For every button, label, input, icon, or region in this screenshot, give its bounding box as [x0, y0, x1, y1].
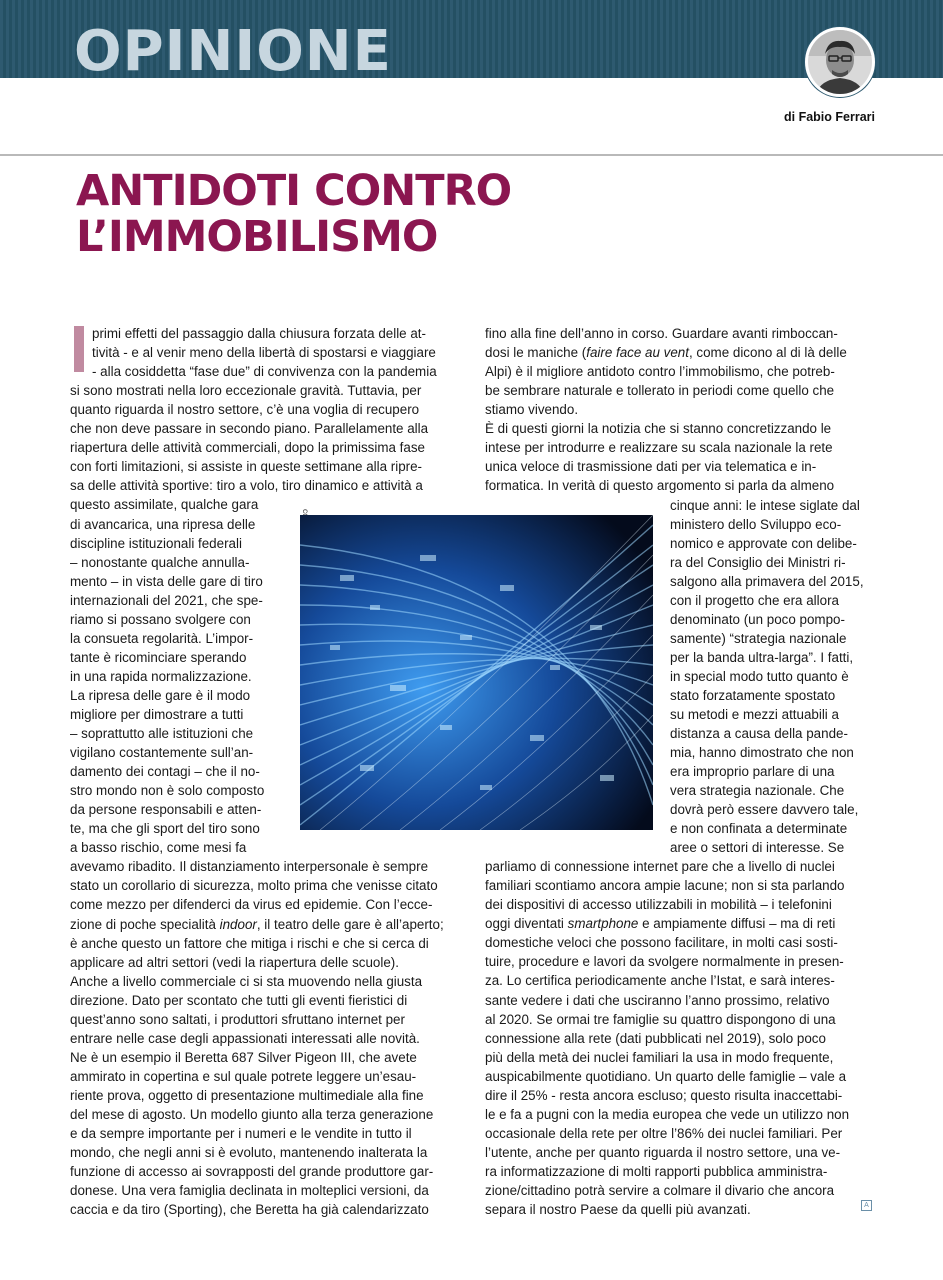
text-line: ra del Consiglio dei Ministri ri-	[670, 554, 846, 570]
text-line: La ripresa delle gare è il modo	[70, 687, 251, 703]
text-line: in una rapida normalizzazione.	[70, 668, 252, 684]
text-line: damento dei contagi – che il no-	[70, 764, 260, 780]
column-2	[485, 324, 847, 495]
text-line: ra informatizzazione di molti rapporti pubblica amministra-	[485, 1163, 828, 1179]
text-line: dovrà però essere davvero tale,	[670, 802, 859, 818]
text-line: samente) “strategia nazionale	[670, 630, 847, 646]
text-line: domestiche veloci che possono facilitare, in molti casi sosti-	[485, 935, 838, 951]
text-line: su metodi e mezzi attuabili a	[670, 707, 839, 723]
text-line: zione/cittadino potrà servire a colmare il divario che ancora	[485, 1182, 835, 1198]
article-headline	[76, 168, 876, 260]
text-run-italic: indoor	[219, 916, 257, 932]
text-line: te, ma che gli sport del tiro sono	[70, 821, 260, 837]
text-run: e ampiamente diffusi – ma di reti	[638, 916, 836, 932]
text-line: cinque anni: le intese siglate dal	[670, 497, 860, 513]
text-line: a basso rischio, come mesi fa	[70, 840, 247, 856]
text-line: tuire, procedure e lavori da svolgere normalmente in presen-	[485, 954, 844, 970]
author-avatar	[805, 27, 875, 97]
text-line: za. Lo certifica periodicamente anche l’Istat, e sarà interes-	[485, 973, 835, 989]
text-line: donese. Una vera famiglia declinata in molteplici versioni, da	[70, 1183, 429, 1199]
text-line: vera strategia nazionale. Che	[670, 783, 845, 799]
end-of-article-mark: A	[861, 1200, 872, 1211]
text-line: fino alla fine dell’anno in corso. Guardare avanti rimboccan-	[485, 326, 838, 341]
text-line: si sono mostrati nella loro eccezionale gravità. Tuttavia, per	[70, 383, 422, 399]
text-line	[485, 343, 847, 362]
text-line: – soprattutto alle istituzioni che	[70, 726, 254, 742]
text-line: e da sempre importante per i numeri e le vendite in tutto il	[70, 1126, 412, 1142]
text-line: be sembrare naturale e tollerato in periodi come quello che	[485, 383, 835, 399]
text-line	[485, 914, 849, 933]
text-line: unica veloce di trasmissione dati per via telematica e in-	[485, 459, 817, 475]
text-line: salgono alla primavera del 2015,	[670, 573, 864, 589]
text-run-italic: smartphone	[567, 916, 639, 932]
text-line: del mese di agosto. Un modello giunto alla terza generazione	[70, 1106, 434, 1122]
text-line: più della metà dei nuclei familiari la usa in modo frequente,	[485, 1049, 834, 1065]
text-line: la consueta regolarità. L’impor-	[70, 630, 254, 646]
text-line: con forti limitazioni, si assiste in queste settimane alla ripre-	[70, 459, 423, 475]
text-line: quest’anno sono saltati, i produttori sfruttano internet per	[70, 1011, 405, 1027]
text-line: e non confinata a determinate	[670, 821, 848, 837]
text-line: da persone responsabili e atten-	[70, 802, 262, 818]
drop-cap-marker	[74, 326, 84, 372]
text-line: sa delle attività sportive: tiro a volo, tiro dinamico e attività a	[70, 478, 423, 494]
text-line: primi effetti del passaggio dalla chiusura forzata delle at-	[92, 326, 426, 341]
text-run: , il teatro delle gare è all’aperto;	[256, 916, 444, 932]
text-line: vigilano costantemente sull’an-	[70, 745, 254, 761]
author-byline: di Fabio Ferrari	[784, 110, 875, 124]
text-line: riamo si possano svolgere con	[70, 611, 251, 627]
headline-line-2: L’IMMOBILISMO	[76, 212, 438, 262]
text-line: riapertura delle attività commerciali, dopo la primissima fase	[70, 440, 425, 456]
text-line: aree o settori di interesse. Se	[670, 840, 845, 856]
text-line: stato forzatamente spostato	[670, 687, 836, 703]
text-line: dire il 25% - resta ancora escluso; questo risulta inaccettabi-	[485, 1087, 843, 1103]
text-line: ministero dello Sviluppo eco-	[670, 516, 842, 532]
text-line: ammirato in copertina e sul quale potrete leggere un’esau-	[70, 1068, 417, 1084]
headline-line-1: ANTIDOTI CONTRO	[76, 166, 512, 216]
text-line: stiamo vivendo.	[485, 402, 579, 418]
text-run: zione di poche specialità	[70, 916, 220, 932]
text-run: dosi le maniche (	[485, 345, 587, 361]
header-divider	[0, 154, 943, 156]
text-line: mia, hanno dimostrato che non	[670, 745, 854, 761]
text-run-italic: faire face au vent	[586, 345, 689, 361]
text-line: di avancarica, una ripresa delle	[70, 516, 256, 532]
text-run: , come dicono al di là delle	[688, 345, 847, 361]
text-line: entrare nelle case degli appassionati interessati alle novità.	[70, 1030, 420, 1046]
text-line: connessione alla rete (dati pubblicati nel 2019), solo poco	[485, 1030, 826, 1046]
text-line: quanto riguarda il nostro settore, c’è una voglia di recupero	[70, 402, 420, 418]
text-line: migliore per dimostrare a tutti	[70, 706, 244, 722]
text-line: come mezzo per difenderci da virus ed epidemie. Con l’ecce-	[70, 897, 433, 913]
text-line: formatica. In verità di questo argomento si parla da almeno	[485, 478, 835, 494]
text-line: - alla cosiddetta “fase due” di convivenza con la pandemia	[92, 364, 437, 380]
column-2-lower	[485, 857, 849, 1219]
text-line: auspicabilmente quotidiano. Un quarto delle famiglie – vale a	[485, 1068, 847, 1084]
text-line: avevamo ribadito. Il distanziamento interpersonale è sempre	[70, 859, 429, 875]
text-line	[70, 915, 444, 934]
text-line: in special modo tutto quanto è	[670, 668, 849, 684]
text-line: Alpi) è il migliore antidoto contro l’immobilismo, che potreb-	[485, 364, 835, 380]
text-line: distanza a causa della pande-	[670, 726, 848, 742]
text-line: mondo, che negli anni si è evoluto, mantenendo inalterata la	[70, 1145, 428, 1161]
text-line: sante vedere i dati che usciranno l’anno prossimo, relativo	[485, 992, 830, 1008]
text-line: tività - e al venir meno della libertà di spostarsi e viaggiare	[92, 345, 436, 361]
text-line: parliamo di connessione internet pare che a livello di nuclei	[485, 859, 835, 875]
text-line: Anche a livello commerciale ci si sta muovendo nella giusta	[70, 973, 423, 989]
text-line: nomico e approvate con delibe-	[670, 535, 857, 551]
text-line: mento – in vista delle gare di tiro	[70, 573, 263, 589]
text-line: era improprio parlare di una	[670, 764, 835, 780]
text-line: riente prova, oggetto di presentazione multimediale alla fine	[70, 1087, 424, 1103]
text-line: discipline istituzionali federali	[70, 535, 242, 551]
text-line: con il progetto che era allora	[670, 592, 839, 608]
text-line: denominato (un poco pompo-	[670, 611, 845, 627]
text-line: internazionali del 2021, che spe-	[70, 592, 263, 608]
text-line: intese per introdurre e realizzare su scala nazionale la rete	[485, 440, 833, 456]
column-1-intro	[92, 324, 437, 381]
text-line: caccia e da tiro (Sporting), che Beretta ha già calendarizzato	[70, 1202, 429, 1218]
text-run: oggi diventati	[485, 916, 568, 932]
text-line: familiari scontiamo ancora ampie lacune; non si sta parlando	[485, 878, 845, 894]
text-line: stro mondo non è solo composto	[70, 783, 265, 799]
column-2-wrap	[670, 496, 864, 858]
text-line: applicare ad altri settori (vedi la riapertura delle scuole).	[70, 954, 399, 970]
text-line: l’utente, anche per quanto riguarda il nostro settore, una ve-	[485, 1144, 841, 1160]
text-line: Ne è un esempio il Beretta 687 Silver Pigeon III, che avete	[70, 1049, 417, 1065]
text-line: questo assimilate, qualche gara	[70, 497, 259, 513]
text-line: è anche questo un fattore che mitiga i rischi e che si cerca di	[70, 935, 429, 951]
text-line: funzione di accesso ai sovrapposti del grande produttore gar-	[70, 1164, 434, 1180]
data-network-photo	[300, 515, 653, 830]
text-line: – nonostante qualche annulla-	[70, 554, 250, 570]
section-title: OPINIONE	[74, 19, 392, 84]
text-line: al 2020. Se ormai tre famiglie su quattro dispongono di una	[485, 1011, 836, 1027]
text-line: che non deve passare in secondo piano. Parallelamente alla	[70, 421, 429, 437]
text-line: per la banda ultra-larga”. I fatti,	[670, 649, 854, 665]
text-line: occasionale della rete per oltre l’86% dei nuclei familiari. Per	[485, 1125, 843, 1141]
text-line: separa il nostro Paese da quelli più avanzati.	[485, 1202, 751, 1218]
text-line: direzione. Dato per scontato che tutti gli eventi fieristici di	[70, 992, 408, 1008]
text-line: tante è ricominciare sperando	[70, 649, 247, 665]
text-line: dei dispositivi di accesso utilizzabili in mobilità – i telefonini	[485, 897, 832, 913]
text-line: stato un corollario di sicurezza, molto prima che venisse citato	[70, 878, 438, 894]
text-line: le e fa a pugni con la media europea che vede un utilizzo non	[485, 1106, 850, 1122]
text-line: È di questi giorni la notizia che si stanno concretizzando le	[485, 421, 832, 437]
